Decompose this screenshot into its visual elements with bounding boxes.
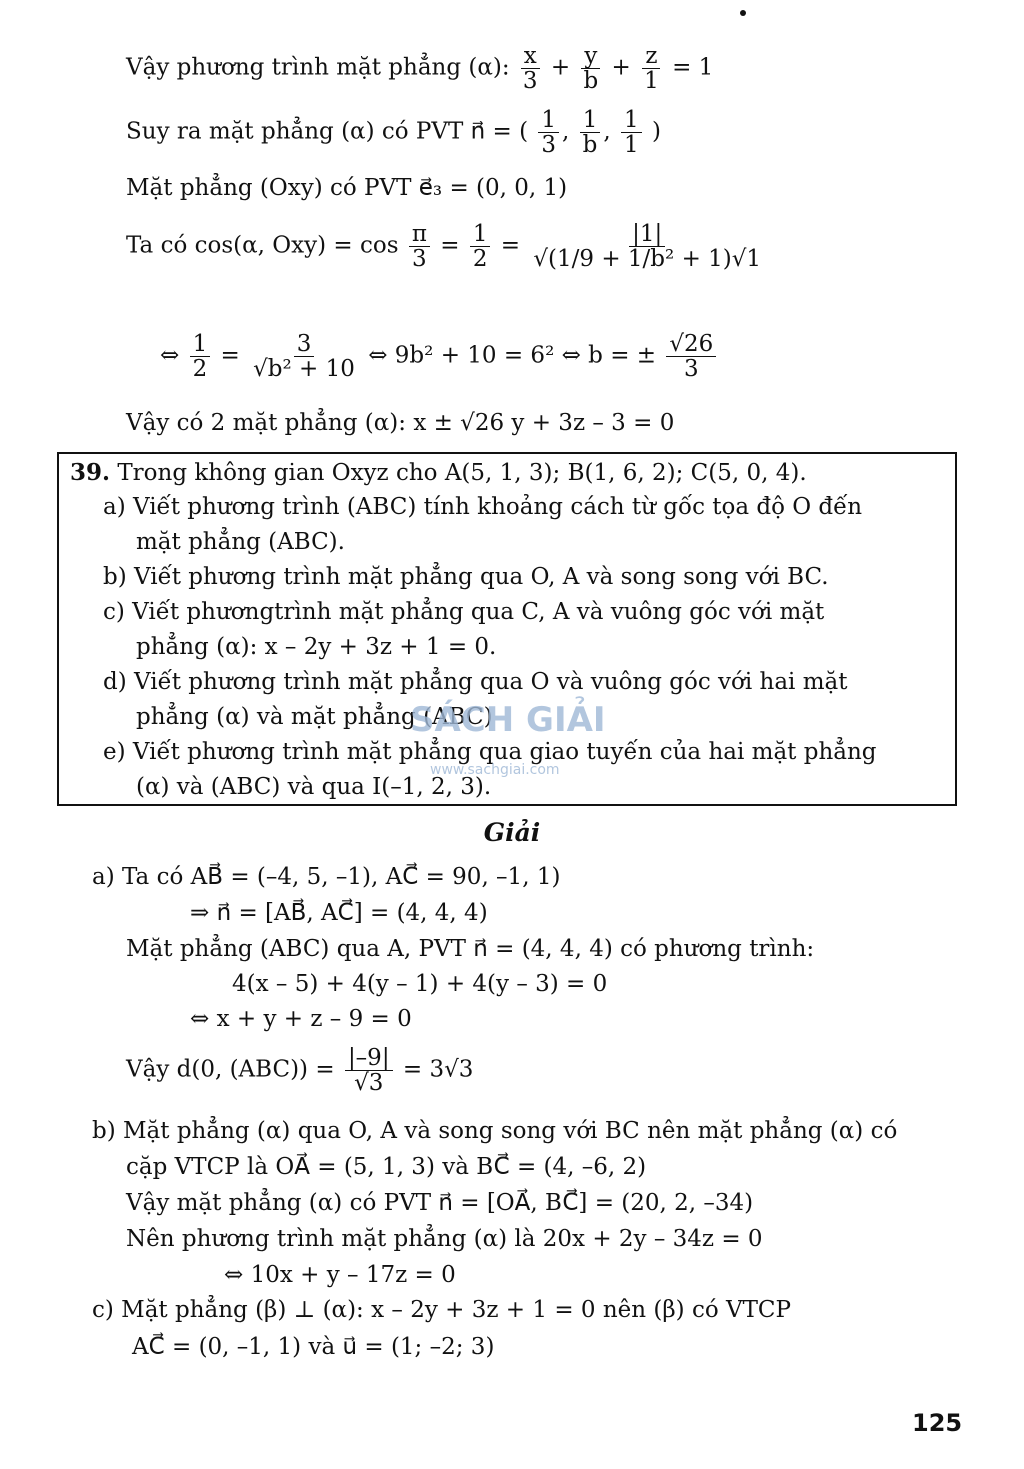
problem-39-part-a-cont: mặt phẳng (ABC). [136, 529, 345, 555]
solution-b-line1: b) Mặt phẳng (α) qua O, A và song song với BC nên mặt phẳng (α) có [92, 1118, 898, 1144]
fraction: $\frac{√26}{3}$ [666, 332, 716, 381]
solution-a-plane: Mặt phẳng (ABC) qua A, PVT n⃗ = (4, 4, 4) có phương trình: [126, 936, 815, 962]
text: ⇔ [160, 342, 180, 369]
solution-c-line2: AC⃗ = (0, –1, 1) và u⃗ = (1; –2; 3) [132, 1334, 495, 1360]
fraction: $\frac{z}{1}$ [644, 43, 659, 95]
text: ⇔ 9b² + 10 = 6² ⇔ b = ± [368, 342, 657, 369]
fraction: $\frac{y}{b}$ [580, 44, 601, 93]
watermark-url: www.sachgiai.com [430, 762, 560, 778]
watermark-logo: SÁCH GIẢI [410, 700, 606, 740]
fraction: $\frac{|1|}{\text{√(1/9 + 1/b² + 1)√1}}$ [533, 221, 762, 273]
problem-39-statement [70, 460, 807, 486]
page-number: 125 [912, 1409, 963, 1437]
fraction: $\frac{|-9|}{√3}$ [345, 1046, 393, 1095]
problem-number: 39. [70, 459, 111, 486]
line-two-planes: Vậy có 2 mặt phẳng (α): x ± √26 y + 3z – 3 = 0 [126, 410, 675, 436]
solution-a-distance [126, 1046, 473, 1095]
problem-39-part-b: b) Viết phương trình mặt phẳng qua O, A và song song với BC. [103, 564, 829, 590]
problem-39-part-c-cont: phẳng (α): x – 2y + 3z + 1 = 0. [136, 634, 497, 660]
fraction: $\frac{1}{b}$ [580, 108, 601, 157]
solution-a-simplified: ⇔ x + y + z – 9 = 0 [190, 1006, 412, 1032]
fraction: $\frac{3}{\text{√b² + 10}}$ [253, 331, 355, 383]
line-cosine: Ta có cos(α, Oxy) = cos $\frac{\pi}{3}$ = $\frac{1}{2}$ = $\frac{|1|}{\text{√(1/9 + 1/b² + 1)√1}}$ [126, 222, 767, 271]
line-normal-vector: Suy ra mặt phẳng (α) có PVT n⃗ = ( $\frac{1}{3}$ , $\frac{1}{b}$ , $\frac{1}{1}$ ) [126, 107, 661, 159]
text: Trong không gian Oxyz cho A(5, 1, 3); B(1, 6, 2); C(5, 0, 4). [117, 460, 807, 486]
problem-39-part-a: a) Viết phương trình (ABC) tính khoảng cách từ gốc tọa độ O đến [103, 494, 863, 520]
solution-a-vectors: a) Ta có AB⃗ = (–4, 5, –1), AC⃗ = 90, –1, 1) [92, 864, 561, 890]
text: Vậy phương trình mặt phẳng (α): [126, 54, 510, 81]
problem-39-part-d: d) Viết phương trình mặt phẳng qua O và vuông góc với hai mặt [103, 669, 848, 695]
line-solve-b: ⇔ $\frac{1}{2}$ = $\frac{3}{\text{√b² + 10}}$ ⇔ 9b² + 10 = 6² ⇔ b = ± $\frac{√26}{3}$ [160, 332, 719, 381]
problem-39-part-e: e) Viết phương trình mặt phẳng qua giao tuyến của hai mặt phẳng [103, 739, 877, 765]
text: = 3√3 [402, 1056, 474, 1083]
solution-a-equation: 4(x – 5) + 4(y – 1) + 4(y – 3) = 0 [232, 971, 608, 997]
text: Suy ra mặt phẳng (α) có PVT n⃗ = ( [126, 118, 529, 145]
solution-c-line1: c) Mặt phẳng (β) ⊥ (α): x – 2y + 3z + 1 = 0 nên (β) có VTCP [92, 1297, 792, 1323]
problem-39-part-d-cont: phẳng (α) và mặt phẳng (ABC) [136, 704, 493, 730]
fraction: $\frac{\pi}{3}$ [409, 222, 430, 271]
solution-b-line2: cặp VTCP là OA⃗ = (5, 1, 3) và BC⃗ = (4, –6, 2) [126, 1154, 647, 1180]
solution-b-line4: Nên phương trình mặt phẳng (α) là 20x + 2y – 34z = 0 [126, 1226, 763, 1252]
text: = 1 [672, 54, 714, 81]
fraction: $\frac{1}{1}$ [621, 108, 642, 157]
text: ) [651, 118, 661, 145]
solution-a-normal: ⇒ n⃗ = [AB⃗, AC⃗] = (4, 4, 4) [190, 900, 488, 926]
line-plane-equation: Vậy phương trình mặt phẳng (α): $\frac{x}{3}$ + $\frac{y}{b}$ + $\frac{z}{1}$ = 1 [126, 43, 714, 95]
solution-title: Giải [483, 818, 541, 847]
solution-b-line5: ⇔ 10x + y – 17z = 0 [224, 1262, 456, 1288]
fraction: $\frac{1}{3}$ [538, 108, 559, 157]
problem-39-part-c: c) Viết phươngtrình mặt phẳng qua C, A và vuông góc với mặt [103, 599, 825, 625]
text: Vậy d(0, (ABC)) = [126, 1056, 335, 1083]
fraction: $\frac{1}{2}$ [190, 332, 211, 381]
fraction: $\frac{x}{3}$ [520, 44, 541, 93]
line-oxy-vector: Mặt phẳng (Oxy) có PVT e⃗₃ = (0, 0, 1) [126, 175, 568, 201]
print-speck [740, 10, 746, 16]
problem-39-part-e-cont: (α) và (ABC) và qua I(–1, 2, 3). [136, 774, 492, 800]
text: Ta có cos(α, Oxy) = cos [126, 232, 399, 259]
solution-b-line3: Vậy mặt phẳng (α) có PVT n⃗ = [OA⃗, BC⃗] = (20, 2, –34) [126, 1190, 754, 1216]
fraction: $\frac{1}{2}$ [470, 222, 491, 271]
